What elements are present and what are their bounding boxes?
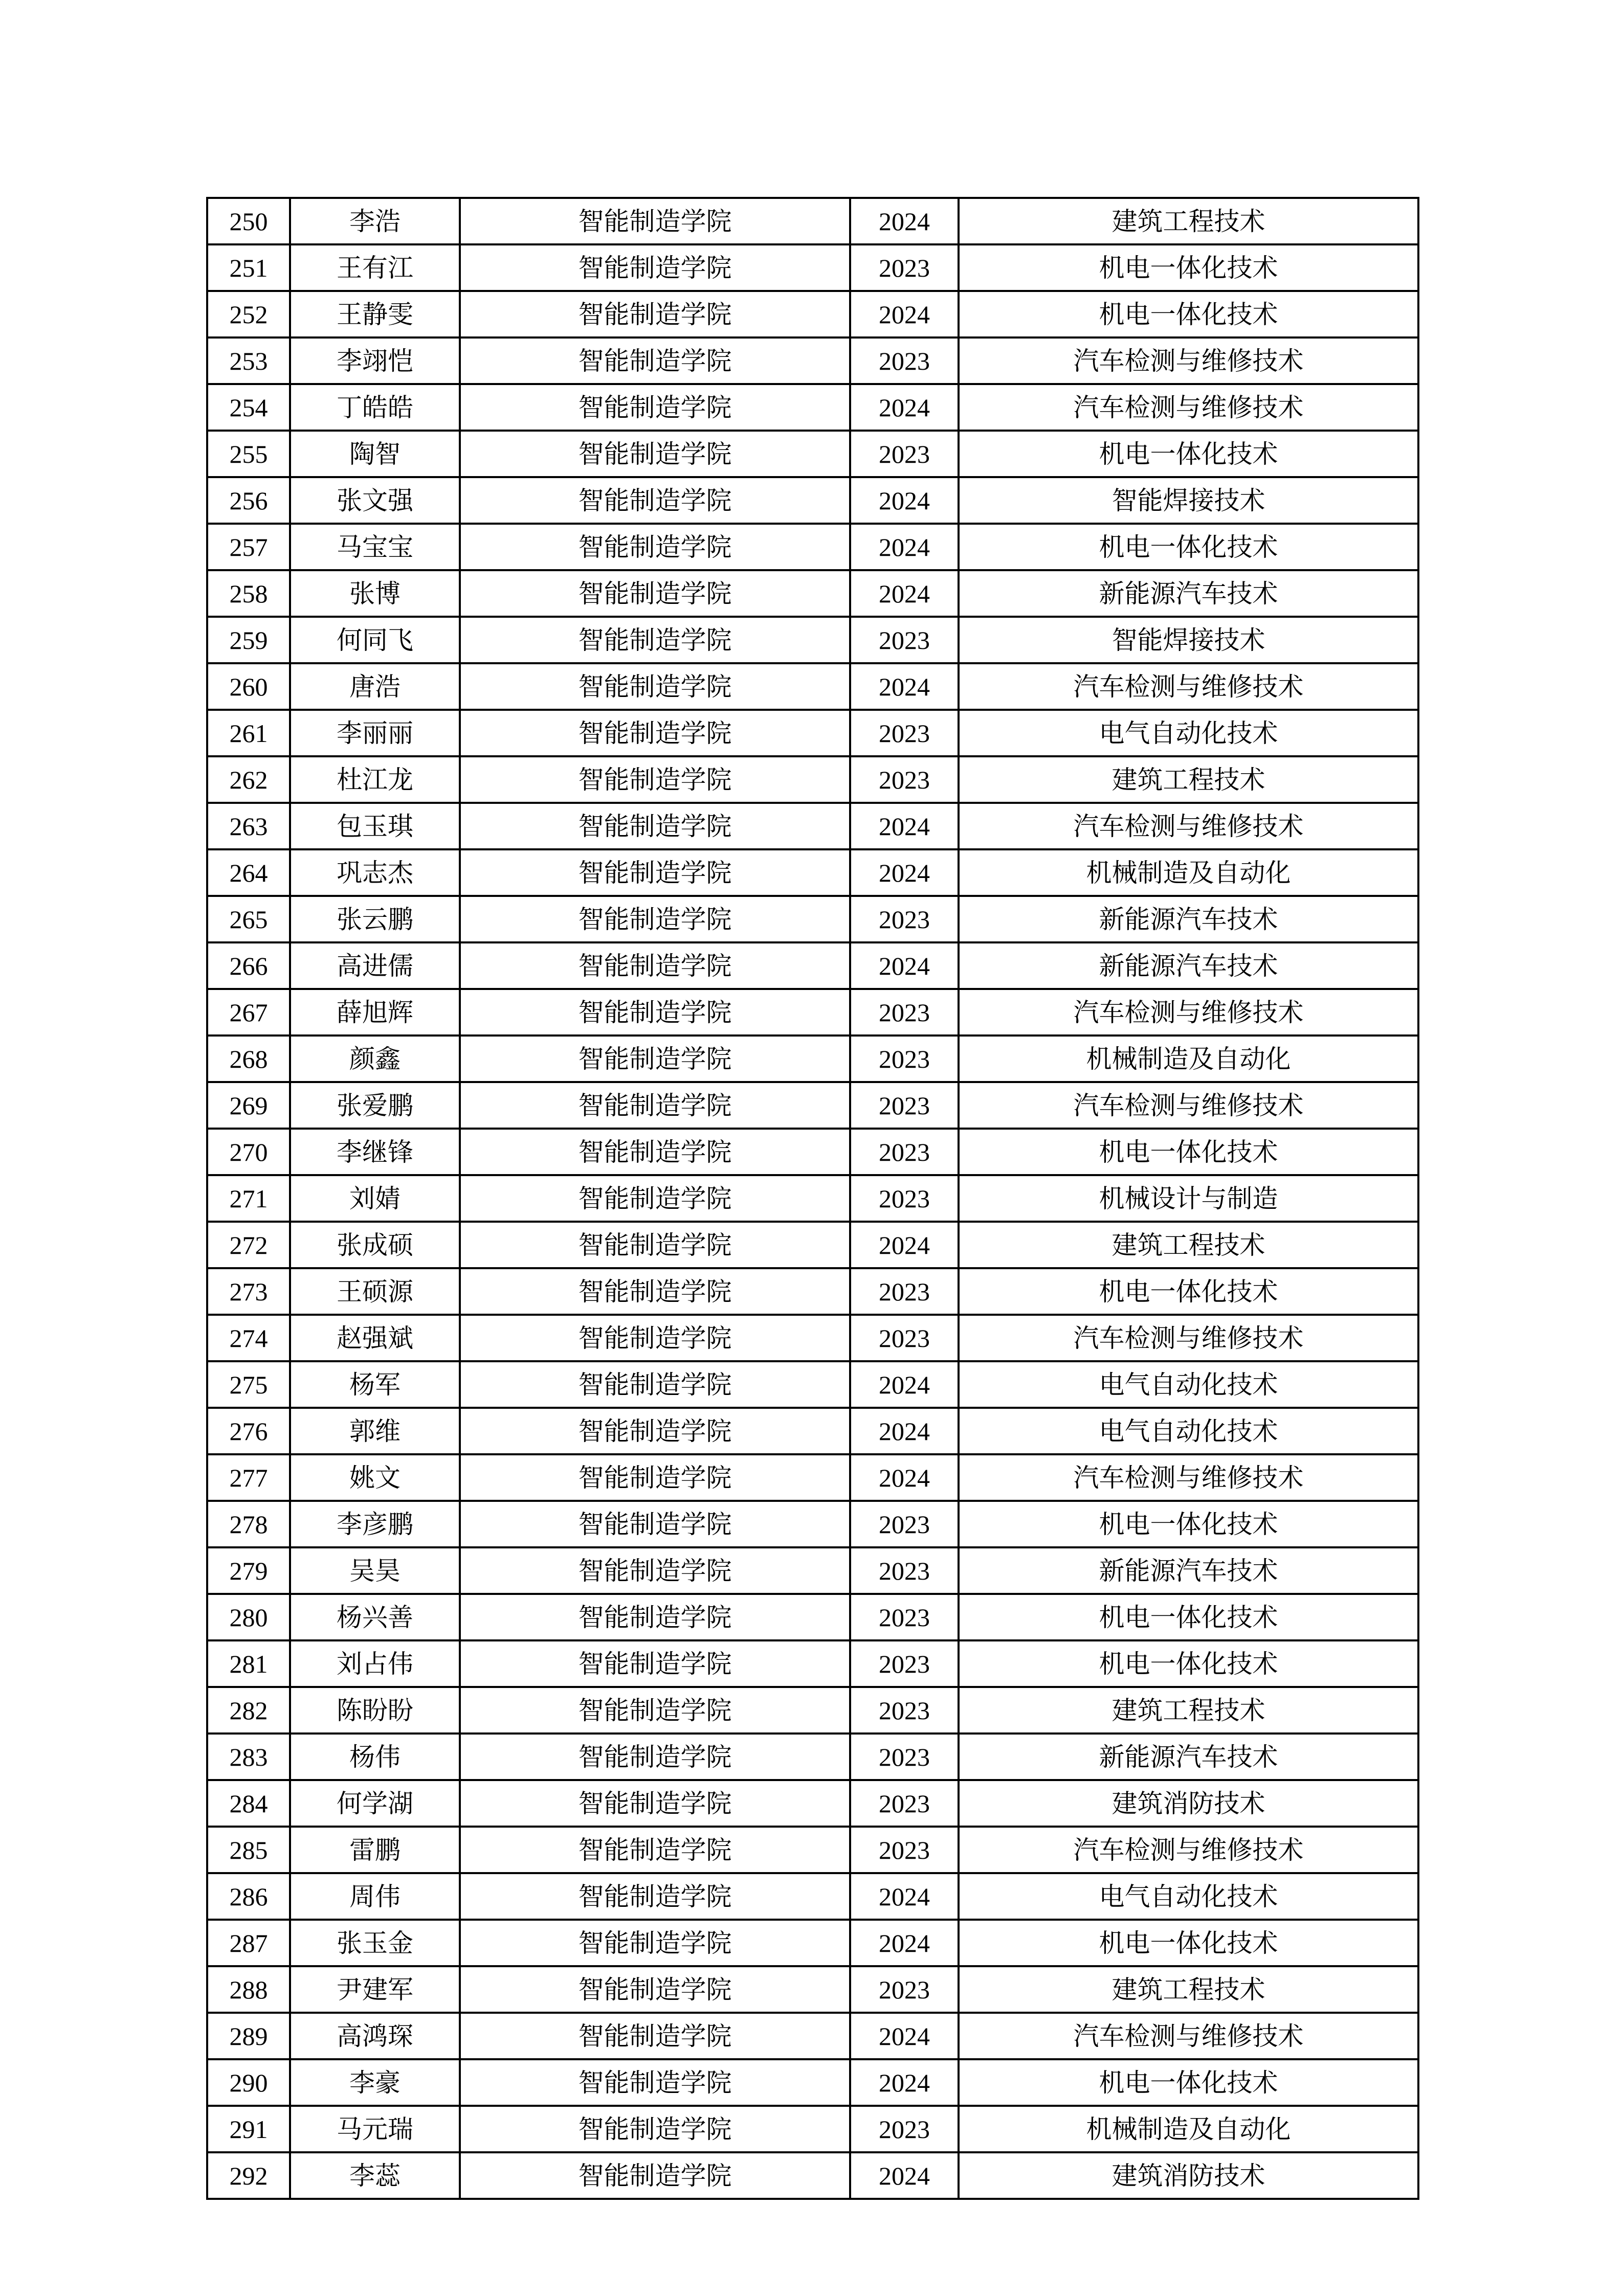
- major-cell: 汽车检测与维修技术: [959, 1315, 1418, 1361]
- college-cell: 智能制造学院: [460, 1036, 850, 1082]
- index-cell: 256: [207, 477, 290, 524]
- college-cell: 智能制造学院: [460, 803, 850, 849]
- year-cell: 2024: [850, 1222, 959, 1268]
- name-cell: 张博: [290, 570, 460, 617]
- college-cell: 智能制造学院: [460, 1966, 850, 2013]
- index-cell: 258: [207, 570, 290, 617]
- table-row: [207, 1408, 1418, 1454]
- major-cell: 智能焊接技术: [959, 477, 1418, 524]
- index-cell: 283: [207, 1734, 290, 1780]
- table-row: [207, 1501, 1418, 1547]
- year-cell: 2024: [850, 524, 959, 570]
- table-row: [207, 291, 1418, 337]
- college-cell: 智能制造学院: [460, 1920, 850, 1966]
- major-cell: 汽车检测与维修技术: [959, 2013, 1418, 2059]
- table-row: [207, 1222, 1418, 1268]
- index-cell: 286: [207, 1873, 290, 1920]
- major-cell: 电气自动化技术: [959, 1873, 1418, 1920]
- table-row: [207, 384, 1418, 431]
- major-cell: 机电一体化技术: [959, 1640, 1418, 1687]
- table-row: [207, 1036, 1418, 1082]
- college-cell: 智能制造学院: [460, 477, 850, 524]
- year-cell: 2023: [850, 1594, 959, 1640]
- major-cell: 建筑消防技术: [959, 2152, 1418, 2199]
- major-cell: 机械设计与制造: [959, 1175, 1418, 1222]
- major-cell: 机电一体化技术: [959, 431, 1418, 477]
- college-cell: 智能制造学院: [460, 2013, 850, 2059]
- college-cell: 智能制造学院: [460, 617, 850, 663]
- major-cell: 电气自动化技术: [959, 710, 1418, 756]
- name-cell: 丁皓皓: [290, 384, 460, 431]
- year-cell: 2024: [850, 2152, 959, 2199]
- name-cell: 陶智: [290, 431, 460, 477]
- table-row: [207, 710, 1418, 756]
- college-cell: 智能制造学院: [460, 198, 850, 244]
- major-cell: 汽车检测与维修技术: [959, 989, 1418, 1036]
- major-cell: 汽车检测与维修技术: [959, 663, 1418, 710]
- year-cell: 2023: [850, 1687, 959, 1734]
- index-cell: 290: [207, 2059, 290, 2106]
- table-row: [207, 570, 1418, 617]
- name-cell: 李翊恺: [290, 337, 460, 384]
- table-row: [207, 1920, 1418, 1966]
- college-cell: 智能制造学院: [460, 1827, 850, 1873]
- college-cell: 智能制造学院: [460, 849, 850, 896]
- index-cell: 281: [207, 1640, 290, 1687]
- college-cell: 智能制造学院: [460, 244, 850, 291]
- name-cell: 薛旭辉: [290, 989, 460, 1036]
- college-cell: 智能制造学院: [460, 1361, 850, 1408]
- major-cell: 机电一体化技术: [959, 244, 1418, 291]
- table-row: [207, 1687, 1418, 1734]
- college-cell: 智能制造学院: [460, 1873, 850, 1920]
- index-cell: 253: [207, 337, 290, 384]
- year-cell: 2023: [850, 710, 959, 756]
- year-cell: 2024: [850, 849, 959, 896]
- index-cell: 259: [207, 617, 290, 663]
- index-cell: 280: [207, 1594, 290, 1640]
- name-cell: 张成硕: [290, 1222, 460, 1268]
- table-row: [207, 663, 1418, 710]
- name-cell: 唐浩: [290, 663, 460, 710]
- college-cell: 智能制造学院: [460, 1175, 850, 1222]
- college-cell: 智能制造学院: [460, 431, 850, 477]
- name-cell: 雷鹏: [290, 1827, 460, 1873]
- college-cell: 智能制造学院: [460, 1454, 850, 1501]
- year-cell: 2023: [850, 1501, 959, 1547]
- year-cell: 2023: [850, 1780, 959, 1827]
- college-cell: 智能制造学院: [460, 337, 850, 384]
- year-cell: 2024: [850, 1920, 959, 1966]
- index-cell: 291: [207, 2106, 290, 2152]
- table-row: [207, 2106, 1418, 2152]
- index-cell: 269: [207, 1082, 290, 1129]
- table-row: [207, 896, 1418, 942]
- index-cell: 261: [207, 710, 290, 756]
- name-cell: 刘婧: [290, 1175, 460, 1222]
- table-row: [207, 1361, 1418, 1408]
- year-cell: 2024: [850, 1454, 959, 1501]
- index-cell: 274: [207, 1315, 290, 1361]
- major-cell: 汽车检测与维修技术: [959, 384, 1418, 431]
- college-cell: 智能制造学院: [460, 384, 850, 431]
- name-cell: 何学湖: [290, 1780, 460, 1827]
- major-cell: 汽车检测与维修技术: [959, 803, 1418, 849]
- table-row: [207, 1873, 1418, 1920]
- college-cell: 智能制造学院: [460, 1687, 850, 1734]
- year-cell: 2024: [850, 1408, 959, 1454]
- year-cell: 2023: [850, 989, 959, 1036]
- college-cell: 智能制造学院: [460, 1222, 850, 1268]
- name-cell: 包玉琪: [290, 803, 460, 849]
- index-cell: 257: [207, 524, 290, 570]
- major-cell: 建筑工程技术: [959, 198, 1418, 244]
- college-cell: 智能制造学院: [460, 2106, 850, 2152]
- year-cell: 2023: [850, 431, 959, 477]
- major-cell: 机电一体化技术: [959, 524, 1418, 570]
- major-cell: 新能源汽车技术: [959, 1547, 1418, 1594]
- major-cell: 机电一体化技术: [959, 291, 1418, 337]
- name-cell: 杜江龙: [290, 756, 460, 803]
- year-cell: 2024: [850, 942, 959, 989]
- name-cell: 王静雯: [290, 291, 460, 337]
- college-cell: 智能制造学院: [460, 1640, 850, 1687]
- table-row: [207, 244, 1418, 291]
- major-cell: 新能源汽车技术: [959, 570, 1418, 617]
- college-cell: 智能制造学院: [460, 1082, 850, 1129]
- name-cell: 姚文: [290, 1454, 460, 1501]
- year-cell: 2023: [850, 1129, 959, 1175]
- year-cell: 2023: [850, 1082, 959, 1129]
- year-cell: 2023: [850, 244, 959, 291]
- major-cell: 建筑工程技术: [959, 756, 1418, 803]
- table-row: [207, 1454, 1418, 1501]
- major-cell: 建筑工程技术: [959, 1222, 1418, 1268]
- table-row: [207, 1315, 1418, 1361]
- index-cell: 267: [207, 989, 290, 1036]
- year-cell: 2024: [850, 477, 959, 524]
- index-cell: 275: [207, 1361, 290, 1408]
- index-cell: 250: [207, 198, 290, 244]
- name-cell: 巩志杰: [290, 849, 460, 896]
- table-row: [207, 1827, 1418, 1873]
- name-cell: 张云鹏: [290, 896, 460, 942]
- name-cell: 李丽丽: [290, 710, 460, 756]
- name-cell: 李蕊: [290, 2152, 460, 2199]
- table-row: [207, 1268, 1418, 1315]
- index-cell: 262: [207, 756, 290, 803]
- year-cell: 2023: [850, 1036, 959, 1082]
- college-cell: 智能制造学院: [460, 1594, 850, 1640]
- index-cell: 255: [207, 431, 290, 477]
- name-cell: 高鸿琛: [290, 2013, 460, 2059]
- name-cell: 赵强斌: [290, 1315, 460, 1361]
- index-cell: 285: [207, 1827, 290, 1873]
- name-cell: 周伟: [290, 1873, 460, 1920]
- name-cell: 张文强: [290, 477, 460, 524]
- index-cell: 287: [207, 1920, 290, 1966]
- index-cell: 288: [207, 1966, 290, 2013]
- year-cell: 2024: [850, 1873, 959, 1920]
- college-cell: 智能制造学院: [460, 896, 850, 942]
- index-cell: 276: [207, 1408, 290, 1454]
- table-row: [207, 1594, 1418, 1640]
- table-row: [207, 1780, 1418, 1827]
- year-cell: 2023: [850, 1734, 959, 1780]
- index-cell: 271: [207, 1175, 290, 1222]
- major-cell: 机械制造及自动化: [959, 2106, 1418, 2152]
- college-cell: 智能制造学院: [460, 1501, 850, 1547]
- year-cell: 2023: [850, 756, 959, 803]
- name-cell: 杨伟: [290, 1734, 460, 1780]
- name-cell: 尹建军: [290, 1966, 460, 2013]
- name-cell: 何同飞: [290, 617, 460, 663]
- table-row: [207, 2059, 1418, 2106]
- index-cell: 277: [207, 1454, 290, 1501]
- index-cell: 264: [207, 849, 290, 896]
- major-cell: 建筑消防技术: [959, 1780, 1418, 1827]
- name-cell: 张玉金: [290, 1920, 460, 1966]
- college-cell: 智能制造学院: [460, 1780, 850, 1827]
- college-cell: 智能制造学院: [460, 663, 850, 710]
- college-cell: 智能制造学院: [460, 989, 850, 1036]
- table-row: [207, 198, 1418, 244]
- year-cell: 2023: [850, 896, 959, 942]
- year-cell: 2023: [850, 617, 959, 663]
- index-cell: 265: [207, 896, 290, 942]
- major-cell: 建筑工程技术: [959, 1966, 1418, 2013]
- year-cell: 2023: [850, 1640, 959, 1687]
- major-cell: 机电一体化技术: [959, 1268, 1418, 1315]
- college-cell: 智能制造学院: [460, 1734, 850, 1780]
- year-cell: 2024: [850, 663, 959, 710]
- name-cell: 郭维: [290, 1408, 460, 1454]
- year-cell: 2023: [850, 1827, 959, 1873]
- name-cell: 李豪: [290, 2059, 460, 2106]
- table-row: [207, 1547, 1418, 1594]
- year-cell: 2024: [850, 803, 959, 849]
- college-cell: 智能制造学院: [460, 1129, 850, 1175]
- college-cell: 智能制造学院: [460, 291, 850, 337]
- index-cell: 270: [207, 1129, 290, 1175]
- major-cell: 机械制造及自动化: [959, 1036, 1418, 1082]
- name-cell: 李继锋: [290, 1129, 460, 1175]
- year-cell: 2023: [850, 1547, 959, 1594]
- table-row: [207, 1966, 1418, 2013]
- name-cell: 马宝宝: [290, 524, 460, 570]
- index-cell: 263: [207, 803, 290, 849]
- index-cell: 268: [207, 1036, 290, 1082]
- table-row: [207, 1640, 1418, 1687]
- index-cell: 278: [207, 1501, 290, 1547]
- year-cell: 2024: [850, 198, 959, 244]
- index-cell: 284: [207, 1780, 290, 1827]
- year-cell: 2024: [850, 2059, 959, 2106]
- major-cell: 机电一体化技术: [959, 1501, 1418, 1547]
- table-row: [207, 803, 1418, 849]
- table-row: [207, 1734, 1418, 1780]
- name-cell: 吴昊: [290, 1547, 460, 1594]
- year-cell: 2024: [850, 570, 959, 617]
- major-cell: 新能源汽车技术: [959, 942, 1418, 989]
- major-cell: 机电一体化技术: [959, 1129, 1418, 1175]
- major-cell: 电气自动化技术: [959, 1408, 1418, 1454]
- table-row: [207, 617, 1418, 663]
- major-cell: 机械制造及自动化: [959, 849, 1418, 896]
- year-cell: 2024: [850, 384, 959, 431]
- table-row: [207, 524, 1418, 570]
- major-cell: 新能源汽车技术: [959, 896, 1418, 942]
- major-cell: 智能焊接技术: [959, 617, 1418, 663]
- table-row: [207, 756, 1418, 803]
- table-row: [207, 942, 1418, 989]
- year-cell: 2024: [850, 2013, 959, 2059]
- index-cell: 282: [207, 1687, 290, 1734]
- major-cell: 机电一体化技术: [959, 1594, 1418, 1640]
- index-cell: 254: [207, 384, 290, 431]
- major-cell: 电气自动化技术: [959, 1361, 1418, 1408]
- college-cell: 智能制造学院: [460, 1408, 850, 1454]
- name-cell: 刘占伟: [290, 1640, 460, 1687]
- college-cell: 智能制造学院: [460, 1315, 850, 1361]
- major-cell: 建筑工程技术: [959, 1687, 1418, 1734]
- index-cell: 252: [207, 291, 290, 337]
- year-cell: 2024: [850, 1361, 959, 1408]
- year-cell: 2023: [850, 337, 959, 384]
- name-cell: 颜鑫: [290, 1036, 460, 1082]
- name-cell: 马元瑞: [290, 2106, 460, 2152]
- major-cell: 汽车检测与维修技术: [959, 1454, 1418, 1501]
- year-cell: 2023: [850, 2106, 959, 2152]
- major-cell: 机电一体化技术: [959, 1920, 1418, 1966]
- name-cell: 张爱鹏: [290, 1082, 460, 1129]
- index-cell: 272: [207, 1222, 290, 1268]
- college-cell: 智能制造学院: [460, 2059, 850, 2106]
- table-row: [207, 1129, 1418, 1175]
- index-cell: 251: [207, 244, 290, 291]
- index-cell: 292: [207, 2152, 290, 2199]
- index-cell: 266: [207, 942, 290, 989]
- name-cell: 高进儒: [290, 942, 460, 989]
- college-cell: 智能制造学院: [460, 710, 850, 756]
- college-cell: 智能制造学院: [460, 1268, 850, 1315]
- name-cell: 王有江: [290, 244, 460, 291]
- year-cell: 2023: [850, 1966, 959, 2013]
- table-row: [207, 337, 1418, 384]
- major-cell: 新能源汽车技术: [959, 1734, 1418, 1780]
- name-cell: 杨兴善: [290, 1594, 460, 1640]
- student-roster-body: [207, 198, 1418, 2199]
- year-cell: 2023: [850, 1268, 959, 1315]
- index-cell: 279: [207, 1547, 290, 1594]
- table-row: [207, 477, 1418, 524]
- table-row: [207, 1082, 1418, 1129]
- college-cell: 智能制造学院: [460, 1547, 850, 1594]
- major-cell: 机电一体化技术: [959, 2059, 1418, 2106]
- name-cell: 杨军: [290, 1361, 460, 1408]
- major-cell: 汽车检测与维修技术: [959, 1082, 1418, 1129]
- name-cell: 陈盼盼: [290, 1687, 460, 1734]
- index-cell: 260: [207, 663, 290, 710]
- college-cell: 智能制造学院: [460, 942, 850, 989]
- college-cell: 智能制造学院: [460, 524, 850, 570]
- table-row: [207, 2152, 1418, 2199]
- name-cell: 李彦鹏: [290, 1501, 460, 1547]
- table-row: [207, 989, 1418, 1036]
- table-row: [207, 431, 1418, 477]
- table-row: [207, 2013, 1418, 2059]
- table-row: [207, 849, 1418, 896]
- index-cell: 289: [207, 2013, 290, 2059]
- year-cell: 2023: [850, 1175, 959, 1222]
- college-cell: 智能制造学院: [460, 570, 850, 617]
- year-cell: 2023: [850, 1315, 959, 1361]
- major-cell: 汽车检测与维修技术: [959, 1827, 1418, 1873]
- name-cell: 李浩: [290, 198, 460, 244]
- student-roster-table: [206, 197, 1419, 2200]
- index-cell: 273: [207, 1268, 290, 1315]
- major-cell: 汽车检测与维修技术: [959, 337, 1418, 384]
- year-cell: 2024: [850, 291, 959, 337]
- table-row: [207, 1175, 1418, 1222]
- college-cell: 智能制造学院: [460, 2152, 850, 2199]
- name-cell: 王硕源: [290, 1268, 460, 1315]
- college-cell: 智能制造学院: [460, 756, 850, 803]
